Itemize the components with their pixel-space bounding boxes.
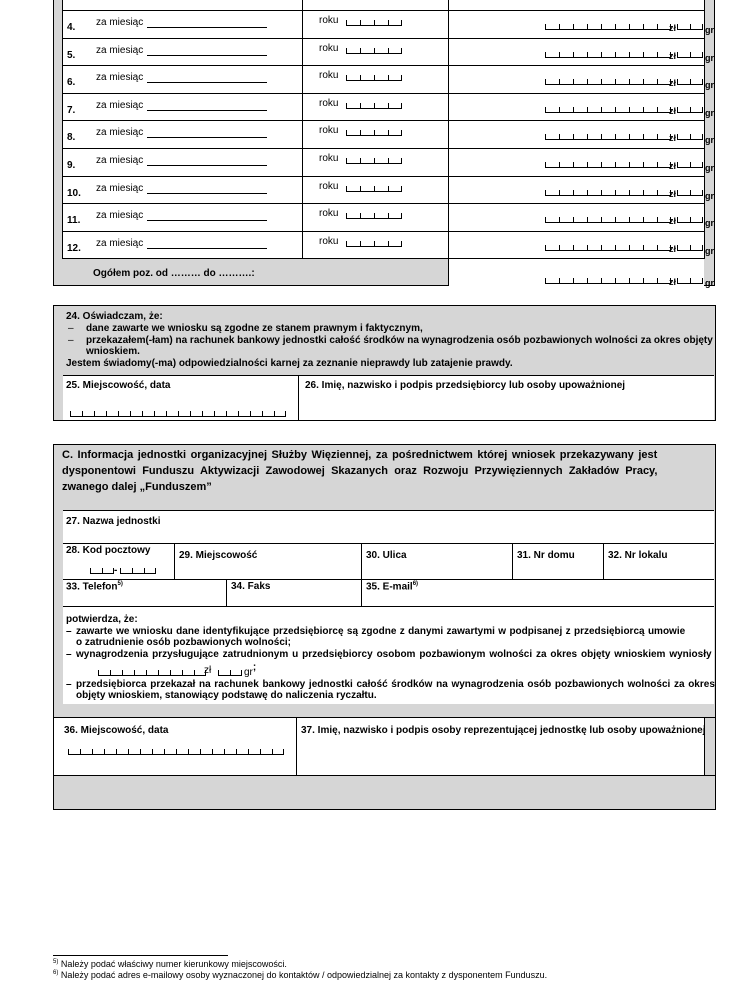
month-input-line[interactable] [147, 193, 267, 194]
date-comb-25[interactable] [70, 410, 286, 417]
amount-gr-comb[interactable] [677, 244, 703, 251]
declaration-item-1: dane zawarte we wniosku są zgodne ze stanem prawnym i faktycznym, [86, 323, 423, 334]
year-label: roku [319, 153, 339, 164]
footnote-5: $^{5)}$ Należy podać właściwy numer kierunkowy miejscowości. [53, 959, 287, 969]
zl-label: zł [669, 23, 677, 33]
declaration-title: 24. Oświadczam, że: [66, 311, 163, 322]
zl-label: zł [669, 161, 677, 171]
amount-zl-comb[interactable] [545, 133, 671, 140]
month-input-line[interactable] [147, 220, 267, 221]
bullet: – [66, 679, 72, 690]
month-input-line[interactable] [147, 82, 267, 83]
wages-zl-label: zł [204, 665, 212, 676]
street-label: 30. Ulica [366, 550, 407, 561]
amount-gr-comb[interactable] [677, 216, 703, 223]
year-comb[interactable] [346, 240, 402, 247]
year-label: roku [319, 208, 339, 219]
year-label: roku [319, 43, 339, 54]
year-comb[interactable] [346, 47, 402, 54]
gr-label: gr [705, 25, 714, 35]
total-zl-label: zł [669, 277, 677, 287]
amount-zl-comb[interactable] [545, 161, 671, 168]
year-comb[interactable] [346, 157, 402, 164]
bullet: – [68, 335, 74, 346]
phone-label: 33. Telefon$^{5)}$ [66, 581, 123, 593]
total-gr-comb[interactable] [677, 277, 703, 284]
gr-label: gr [705, 80, 714, 90]
year-label: roku [319, 15, 339, 26]
year-label: roku [319, 181, 339, 192]
year-comb[interactable] [346, 19, 402, 26]
row-number: 5. [67, 50, 76, 61]
amount-gr-comb[interactable] [677, 161, 703, 168]
row-number: 10. [67, 188, 81, 199]
place-date-label-36: 36. Miejscowość, data [64, 725, 169, 736]
unit-name-label: 27. Nazwa jednostki [66, 516, 161, 527]
month-input-line[interactable] [147, 248, 267, 249]
declaration-item-2: przekazałem(-łam) na rachunek bankowy jednostki całość środków na wynagrodzenia osób pozbawionych wolności za okres objęty [86, 335, 713, 346]
month-input-line[interactable] [147, 55, 267, 56]
zl-label: zł [669, 106, 677, 116]
gr-label: gr [705, 163, 714, 173]
year-label: roku [319, 236, 339, 247]
postal-code-comb-2[interactable] [120, 567, 156, 574]
row-number: 7. [67, 105, 76, 116]
amount-gr-comb[interactable] [677, 51, 703, 58]
gr-label: gr [705, 108, 714, 118]
section-c-title-2: dysponentowi Funduszu Aktywizacji Zawodowej Skazanych oraz Rozwoju Przywięziennych Zakładów Pracy, [62, 465, 658, 477]
month-input-line[interactable] [147, 27, 267, 28]
footnote-6: $^{6)}$ Należy podać adres e-mailowy osoby wyznaczonej do kontaktów / odpowiedzialnej za kontakty z dysponentem Funduszu. [53, 970, 548, 980]
postal-dash: - [114, 565, 118, 576]
month-label: za miesiąc [96, 210, 144, 221]
unit-name-input[interactable] [66, 528, 706, 542]
month-label: za miesiąc [96, 183, 144, 194]
confirm-item-3: przedsiębiorca przekazał na rachunek bankowy jednostki całość środków na wynagrodzenia osób pozbawionych wolności za okres [76, 679, 715, 690]
house-number-label: 31. Nr domu [517, 550, 575, 561]
year-label: roku [319, 70, 339, 81]
month-input-line[interactable] [147, 137, 267, 138]
confirm-item-1-cont: o zatrudnienie osób pozbawionych wolności; [76, 637, 292, 648]
email-label: 35. E-mail$^{6)}$ [366, 581, 419, 593]
year-comb[interactable] [346, 74, 402, 81]
month-label: za miesiąc [96, 155, 144, 166]
month-input-line[interactable] [147, 110, 267, 111]
amount-zl-comb[interactable] [545, 51, 671, 58]
place-date-label: 25. Miejscowość, data [66, 380, 171, 391]
date-comb-36[interactable] [68, 748, 284, 755]
gr-label: gr [705, 53, 714, 63]
amount-gr-comb[interactable] [677, 189, 703, 196]
month-label: za miesiąc [96, 72, 144, 83]
month-label: za miesiąc [96, 127, 144, 138]
zl-label: zł [669, 78, 677, 88]
postal-code-label: 28. Kod pocztowy [66, 545, 151, 556]
declaration-closing: Jestem świadomy(-ma) odpowiedzialności karnej za zeznanie nieprawdy lub zatajenie prawdy. [66, 358, 513, 369]
gr-label: gr [705, 218, 714, 228]
zl-label: zł [669, 216, 677, 226]
confirms-label: potwierdza, że: [66, 614, 138, 625]
year-label: roku [319, 98, 339, 109]
wages-zl-comb[interactable] [98, 669, 206, 676]
amount-zl-comb[interactable] [545, 244, 671, 251]
total-label: Ogółem poz. od ……… do ……….: [93, 268, 255, 279]
signature-label: 26. Imię, nazwisko i podpis przedsiębiorcy lub osoby upoważnionej [305, 380, 626, 391]
zl-label: zł [669, 133, 677, 143]
month-label: za miesiąc [96, 238, 144, 249]
bullet: – [66, 649, 72, 660]
amount-zl-comb[interactable] [545, 78, 671, 85]
wage-table [53, 0, 715, 286]
year-label: roku [319, 125, 339, 136]
flat-number-label: 32. Nr lokalu [608, 550, 668, 561]
zl-label: zł [669, 244, 677, 254]
row-number: 4. [67, 22, 76, 33]
bullet: – [66, 626, 72, 637]
confirm-item-3-cont: objęty wnioskiem, stanowiący podstawę do naliczenia ryczałtu. [76, 690, 377, 701]
gr-label: gr [705, 135, 714, 145]
zl-label: zł [669, 51, 677, 61]
amount-zl-comb[interactable] [545, 23, 671, 30]
year-comb[interactable] [346, 102, 402, 109]
amount-zl-comb[interactable] [545, 216, 671, 223]
total-gr-label: gr [705, 278, 714, 288]
month-label: za miesiąc [96, 100, 144, 111]
gr-label: gr [705, 246, 714, 256]
row-number: 8. [67, 132, 76, 143]
declaration-item-2-cont: wnioskiem. [86, 346, 140, 357]
postal-code-comb-1[interactable] [90, 567, 114, 574]
wages-gr-label: gr; [244, 662, 257, 678]
amount-gr-comb[interactable] [677, 23, 703, 30]
section-c-title-1: C. Informacja jednostki organizacyjnej Służby Więziennej, za pośrednictwem której wniosek przekazywany jest [62, 449, 658, 461]
gr-label: gr [705, 191, 714, 201]
confirm-item-2: wynagrodzenia przysługujące zatrudnionym u przedsiębiorcy osobom pozbawionym wolności za okres objęty wnioskiem wyniosły [76, 649, 712, 660]
amount-gr-comb[interactable] [677, 133, 703, 140]
row-number: 9. [67, 160, 76, 171]
row-number: 6. [67, 77, 76, 88]
amount-zl-comb[interactable] [545, 189, 671, 196]
section-c-title-3: zwanego dalej „Funduszem” [62, 481, 212, 493]
total-zl-comb[interactable] [545, 277, 671, 284]
year-comb[interactable] [346, 212, 402, 219]
wages-gr-comb[interactable] [218, 669, 242, 676]
row-number: 12. [67, 243, 81, 254]
row-number: 11. [67, 215, 81, 226]
amount-gr-comb[interactable] [677, 78, 703, 85]
month-label: za miesiąc [96, 17, 144, 28]
amount-gr-comb[interactable] [677, 106, 703, 113]
year-comb[interactable] [346, 185, 402, 192]
month-input-line[interactable] [147, 165, 267, 166]
zl-label: zł [669, 189, 677, 199]
fax-label: 34. Faks [231, 581, 271, 592]
bullet: – [68, 323, 74, 334]
confirm-item-1: zawarte we wniosku dane identyfikujące przedsiębiorcę są zgodne z danymi zawartymi w podpisanej z przedsiębiorcą umowie [76, 626, 686, 637]
month-label: za miesiąc [96, 45, 144, 56]
amount-zl-comb[interactable] [545, 106, 671, 113]
signature-label-37: 37. Imię, nazwisko i podpis osoby reprezentującej jednostkę lub osoby upoważnionej [301, 725, 706, 736]
year-comb[interactable] [346, 129, 402, 136]
city-label: 29. Miejscowość [179, 550, 258, 561]
